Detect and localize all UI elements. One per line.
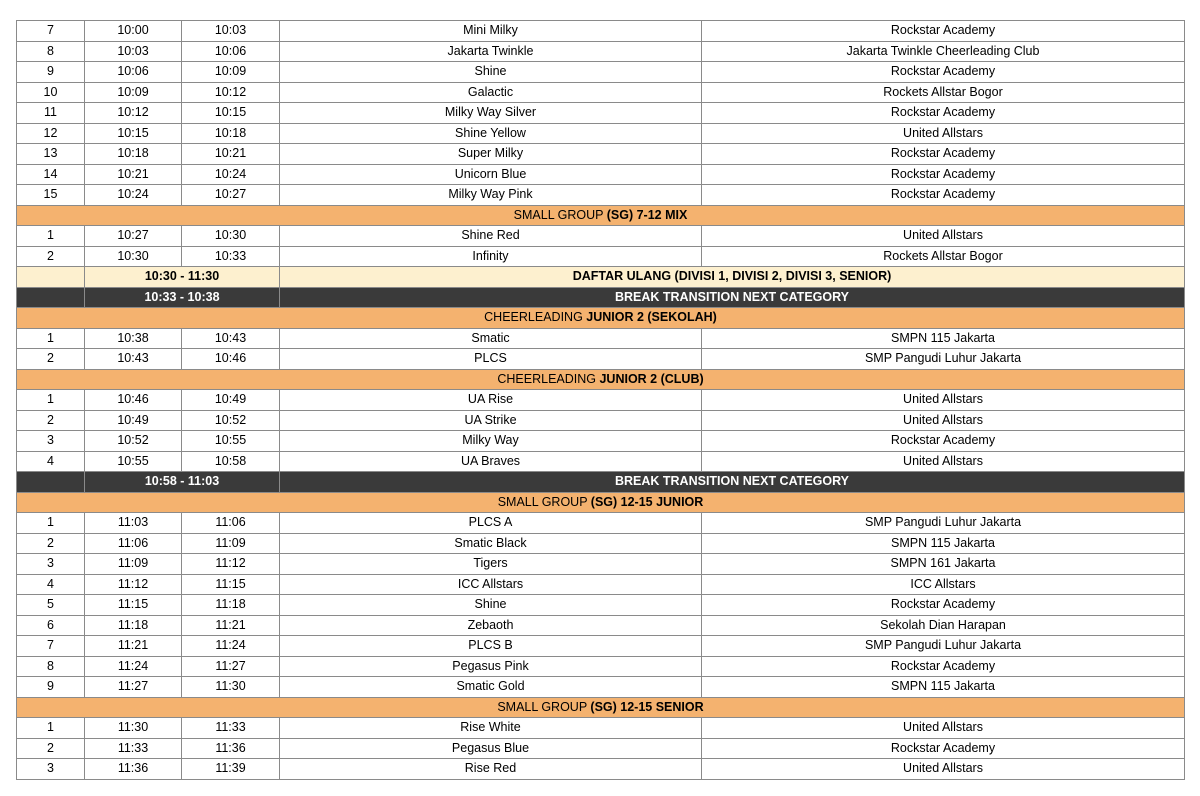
club-name: Jakarta Twinkle Cheerleading Club xyxy=(702,41,1185,62)
entry-number: 14 xyxy=(17,164,85,185)
category-header-row xyxy=(17,492,1185,513)
end-time: 10:06 xyxy=(182,41,280,62)
club-name: Rockstar Academy xyxy=(702,144,1185,165)
start-time: 11:30 xyxy=(85,718,182,739)
end-time: 11:24 xyxy=(182,636,280,657)
start-time: 11:33 xyxy=(85,738,182,759)
start-time: 10:27 xyxy=(85,226,182,247)
start-time: 10:00 xyxy=(85,21,182,42)
team-name: Smatic Black xyxy=(280,533,702,554)
entry-number: 1 xyxy=(17,718,85,739)
start-time: 10:30 xyxy=(85,246,182,267)
end-time: 10:46 xyxy=(182,349,280,370)
team-name: Galactic xyxy=(280,82,702,103)
team-name: Pegasus Blue xyxy=(280,738,702,759)
break-row xyxy=(17,287,1185,308)
break-label: BREAK TRANSITION NEXT CATEGORY xyxy=(280,472,1185,493)
team-name: ICC Allstars xyxy=(280,574,702,595)
club-name: Rockstar Academy xyxy=(702,656,1185,677)
start-time: 10:43 xyxy=(85,349,182,370)
team-name: Zebaoth xyxy=(280,615,702,636)
start-time: 10:03 xyxy=(85,41,182,62)
table-row xyxy=(17,759,1185,780)
end-time: 10:33 xyxy=(182,246,280,267)
end-time: 10:18 xyxy=(182,123,280,144)
table-row xyxy=(17,246,1185,267)
team-name: PLCS B xyxy=(280,636,702,657)
category-header xyxy=(17,308,1185,329)
entry-number: 2 xyxy=(17,246,85,267)
table-row xyxy=(17,431,1185,452)
start-time: 11:18 xyxy=(85,615,182,636)
club-name: United Allstars xyxy=(702,410,1185,431)
team-name: Shine xyxy=(280,62,702,83)
team-name: Milky Way xyxy=(280,431,702,452)
club-name: Sekolah Dian Harapan xyxy=(702,615,1185,636)
start-time: 10:21 xyxy=(85,164,182,185)
category-division: JUNIOR 2 (SEKOLAH) xyxy=(586,310,717,325)
start-time: 10:49 xyxy=(85,410,182,431)
entry-number: 2 xyxy=(17,533,85,554)
club-name: SMPN 115 Jakarta xyxy=(702,533,1185,554)
club-name: SMPN 161 Jakarta xyxy=(702,554,1185,575)
table-row xyxy=(17,595,1185,616)
club-name: SMP Pangudi Luhur Jakarta xyxy=(702,513,1185,534)
end-time: 10:21 xyxy=(182,144,280,165)
start-time: 11:03 xyxy=(85,513,182,534)
club-name: Rockets Allstar Bogor xyxy=(702,82,1185,103)
end-time: 11:15 xyxy=(182,574,280,595)
end-time: 11:09 xyxy=(182,533,280,554)
category-prefix: CHEERLEADING xyxy=(497,371,600,386)
category-header xyxy=(17,697,1185,718)
start-time: 10:09 xyxy=(85,82,182,103)
end-time: 11:39 xyxy=(182,759,280,780)
category-division: (SG) 7-12 MIX xyxy=(606,207,688,222)
category-header-row xyxy=(17,308,1185,329)
start-time: 11:15 xyxy=(85,595,182,616)
entry-number: 1 xyxy=(17,513,85,534)
team-name: Super Milky xyxy=(280,144,702,165)
team-name: Smatic Gold xyxy=(280,677,702,698)
entry-number: 4 xyxy=(17,451,85,472)
table-row xyxy=(17,574,1185,595)
club-name: Rockstar Academy xyxy=(702,185,1185,206)
start-time: 11:27 xyxy=(85,677,182,698)
entry-number: 3 xyxy=(17,759,85,780)
club-name: Rockstar Academy xyxy=(702,21,1185,42)
category-header xyxy=(17,369,1185,390)
table-row xyxy=(17,226,1185,247)
table-row xyxy=(17,533,1185,554)
category-division: JUNIOR 2 (CLUB) xyxy=(599,371,704,386)
club-name: Rockstar Academy xyxy=(702,62,1185,83)
table-row xyxy=(17,21,1185,42)
start-time: 11:06 xyxy=(85,533,182,554)
entry-number: 10 xyxy=(17,82,85,103)
club-name: SMP Pangudi Luhur Jakarta xyxy=(702,349,1185,370)
entry-number: 12 xyxy=(17,123,85,144)
entry-number: 7 xyxy=(17,21,85,42)
start-time: 10:12 xyxy=(85,103,182,124)
team-name: Smatic xyxy=(280,328,702,349)
end-time: 10:52 xyxy=(182,410,280,431)
entry-number: 9 xyxy=(17,677,85,698)
category-header xyxy=(17,492,1185,513)
end-time: 10:55 xyxy=(182,431,280,452)
category-division: (SG) 12-15 JUNIOR xyxy=(590,494,704,509)
entry-number: 6 xyxy=(17,615,85,636)
category-header-row xyxy=(17,697,1185,718)
end-time: 11:21 xyxy=(182,615,280,636)
table-row xyxy=(17,390,1185,411)
table-row xyxy=(17,62,1185,83)
table-row xyxy=(17,656,1185,677)
table-row xyxy=(17,164,1185,185)
category-prefix: CHEERLEADING xyxy=(484,310,587,325)
team-name: Unicorn Blue xyxy=(280,164,702,185)
end-time: 10:24 xyxy=(182,164,280,185)
team-name: PLCS xyxy=(280,349,702,370)
team-name: UA Braves xyxy=(280,451,702,472)
club-name: Rockstar Academy xyxy=(702,431,1185,452)
category-prefix: SMALL GROUP xyxy=(497,699,591,714)
start-time: 10:24 xyxy=(85,185,182,206)
team-name: PLCS A xyxy=(280,513,702,534)
end-time: 10:30 xyxy=(182,226,280,247)
start-time: 11:24 xyxy=(85,656,182,677)
end-time: 11:33 xyxy=(182,718,280,739)
time-range: 10:58 - 11:03 xyxy=(85,472,280,493)
end-time: 10:27 xyxy=(182,185,280,206)
entry-number: 2 xyxy=(17,410,85,431)
start-time: 10:46 xyxy=(85,390,182,411)
team-name: Pegasus Pink xyxy=(280,656,702,677)
team-name: Milky Way Silver xyxy=(280,103,702,124)
start-time: 10:06 xyxy=(85,62,182,83)
schedule-body xyxy=(17,21,1185,780)
end-time: 10:43 xyxy=(182,328,280,349)
end-time: 11:27 xyxy=(182,656,280,677)
registration-label: DAFTAR ULANG (DIVISI 1, DIVISI 2, DIVISI 3, SENIOR) xyxy=(280,267,1185,288)
entry-number: 1 xyxy=(17,390,85,411)
club-name: United Allstars xyxy=(702,123,1185,144)
club-name: Rockets Allstar Bogor xyxy=(702,246,1185,267)
entry-number: 9 xyxy=(17,62,85,83)
entry-number: 13 xyxy=(17,144,85,165)
blank-cell xyxy=(17,287,85,308)
end-time: 10:49 xyxy=(182,390,280,411)
end-time: 10:15 xyxy=(182,103,280,124)
team-name: Infinity xyxy=(280,246,702,267)
entry-number: 5 xyxy=(17,595,85,616)
team-name: Rise White xyxy=(280,718,702,739)
blank-cell xyxy=(17,267,85,288)
club-name: United Allstars xyxy=(702,718,1185,739)
category-prefix: SMALL GROUP xyxy=(513,207,607,222)
table-row xyxy=(17,615,1185,636)
break-row xyxy=(17,472,1185,493)
start-time: 11:09 xyxy=(85,554,182,575)
team-name: Milky Way Pink xyxy=(280,185,702,206)
start-time: 10:38 xyxy=(85,328,182,349)
table-row xyxy=(17,718,1185,739)
table-row xyxy=(17,410,1185,431)
club-name: United Allstars xyxy=(702,451,1185,472)
club-name: SMPN 115 Jakarta xyxy=(702,328,1185,349)
club-name: United Allstars xyxy=(702,226,1185,247)
club-name: Rockstar Academy xyxy=(702,595,1185,616)
time-range: 10:33 - 10:38 xyxy=(85,287,280,308)
team-name: Shine Red xyxy=(280,226,702,247)
entry-number: 3 xyxy=(17,554,85,575)
table-row xyxy=(17,103,1185,124)
table-row xyxy=(17,513,1185,534)
category-prefix: SMALL GROUP xyxy=(497,494,591,509)
table-row xyxy=(17,82,1185,103)
team-name: Tigers xyxy=(280,554,702,575)
table-row xyxy=(17,677,1185,698)
start-time: 11:36 xyxy=(85,759,182,780)
entry-number: 1 xyxy=(17,226,85,247)
category-division: (SG) 12-15 SENIOR xyxy=(590,699,704,714)
category-header-row xyxy=(17,369,1185,390)
table-row xyxy=(17,144,1185,165)
team-name: Mini Milky xyxy=(280,21,702,42)
entry-number: 3 xyxy=(17,431,85,452)
end-time: 10:09 xyxy=(182,62,280,83)
end-time: 11:06 xyxy=(182,513,280,534)
club-name: SMPN 115 Jakarta xyxy=(702,677,1185,698)
schedule-sheet xyxy=(16,20,1185,780)
team-name: UA Strike xyxy=(280,410,702,431)
club-name: United Allstars xyxy=(702,390,1185,411)
end-time: 10:03 xyxy=(182,21,280,42)
team-name: Shine xyxy=(280,595,702,616)
club-name: Rockstar Academy xyxy=(702,103,1185,124)
entry-number: 8 xyxy=(17,656,85,677)
entry-number: 7 xyxy=(17,636,85,657)
table-row xyxy=(17,636,1185,657)
entry-number: 2 xyxy=(17,349,85,370)
entry-number: 11 xyxy=(17,103,85,124)
start-time: 11:12 xyxy=(85,574,182,595)
start-time: 10:52 xyxy=(85,431,182,452)
category-header xyxy=(17,205,1185,226)
table-row xyxy=(17,41,1185,62)
table-row xyxy=(17,185,1185,206)
break-label: BREAK TRANSITION NEXT CATEGORY xyxy=(280,287,1185,308)
entry-number: 15 xyxy=(17,185,85,206)
table-row xyxy=(17,123,1185,144)
start-time: 10:18 xyxy=(85,144,182,165)
table-row xyxy=(17,328,1185,349)
club-name: Rockstar Academy xyxy=(702,738,1185,759)
table-row xyxy=(17,451,1185,472)
end-time: 11:12 xyxy=(182,554,280,575)
club-name: United Allstars xyxy=(702,759,1185,780)
table-row xyxy=(17,554,1185,575)
category-header-row xyxy=(17,205,1185,226)
entry-number: 8 xyxy=(17,41,85,62)
time-range: 10:30 - 11:30 xyxy=(85,267,280,288)
entry-number: 4 xyxy=(17,574,85,595)
end-time: 11:30 xyxy=(182,677,280,698)
end-time: 11:36 xyxy=(182,738,280,759)
club-name: Rockstar Academy xyxy=(702,164,1185,185)
end-time: 10:58 xyxy=(182,451,280,472)
schedule-table xyxy=(16,20,1185,780)
entry-number: 1 xyxy=(17,328,85,349)
end-time: 11:18 xyxy=(182,595,280,616)
registration-row xyxy=(17,267,1185,288)
end-time: 10:12 xyxy=(182,82,280,103)
club-name: ICC Allstars xyxy=(702,574,1185,595)
blank-cell xyxy=(17,472,85,493)
start-time: 10:15 xyxy=(85,123,182,144)
table-row xyxy=(17,349,1185,370)
start-time: 10:55 xyxy=(85,451,182,472)
start-time: 11:21 xyxy=(85,636,182,657)
team-name: Rise Red xyxy=(280,759,702,780)
club-name: SMP Pangudi Luhur Jakarta xyxy=(702,636,1185,657)
team-name: Shine Yellow xyxy=(280,123,702,144)
team-name: UA Rise xyxy=(280,390,702,411)
table-row xyxy=(17,738,1185,759)
team-name: Jakarta Twinkle xyxy=(280,41,702,62)
entry-number: 2 xyxy=(17,738,85,759)
